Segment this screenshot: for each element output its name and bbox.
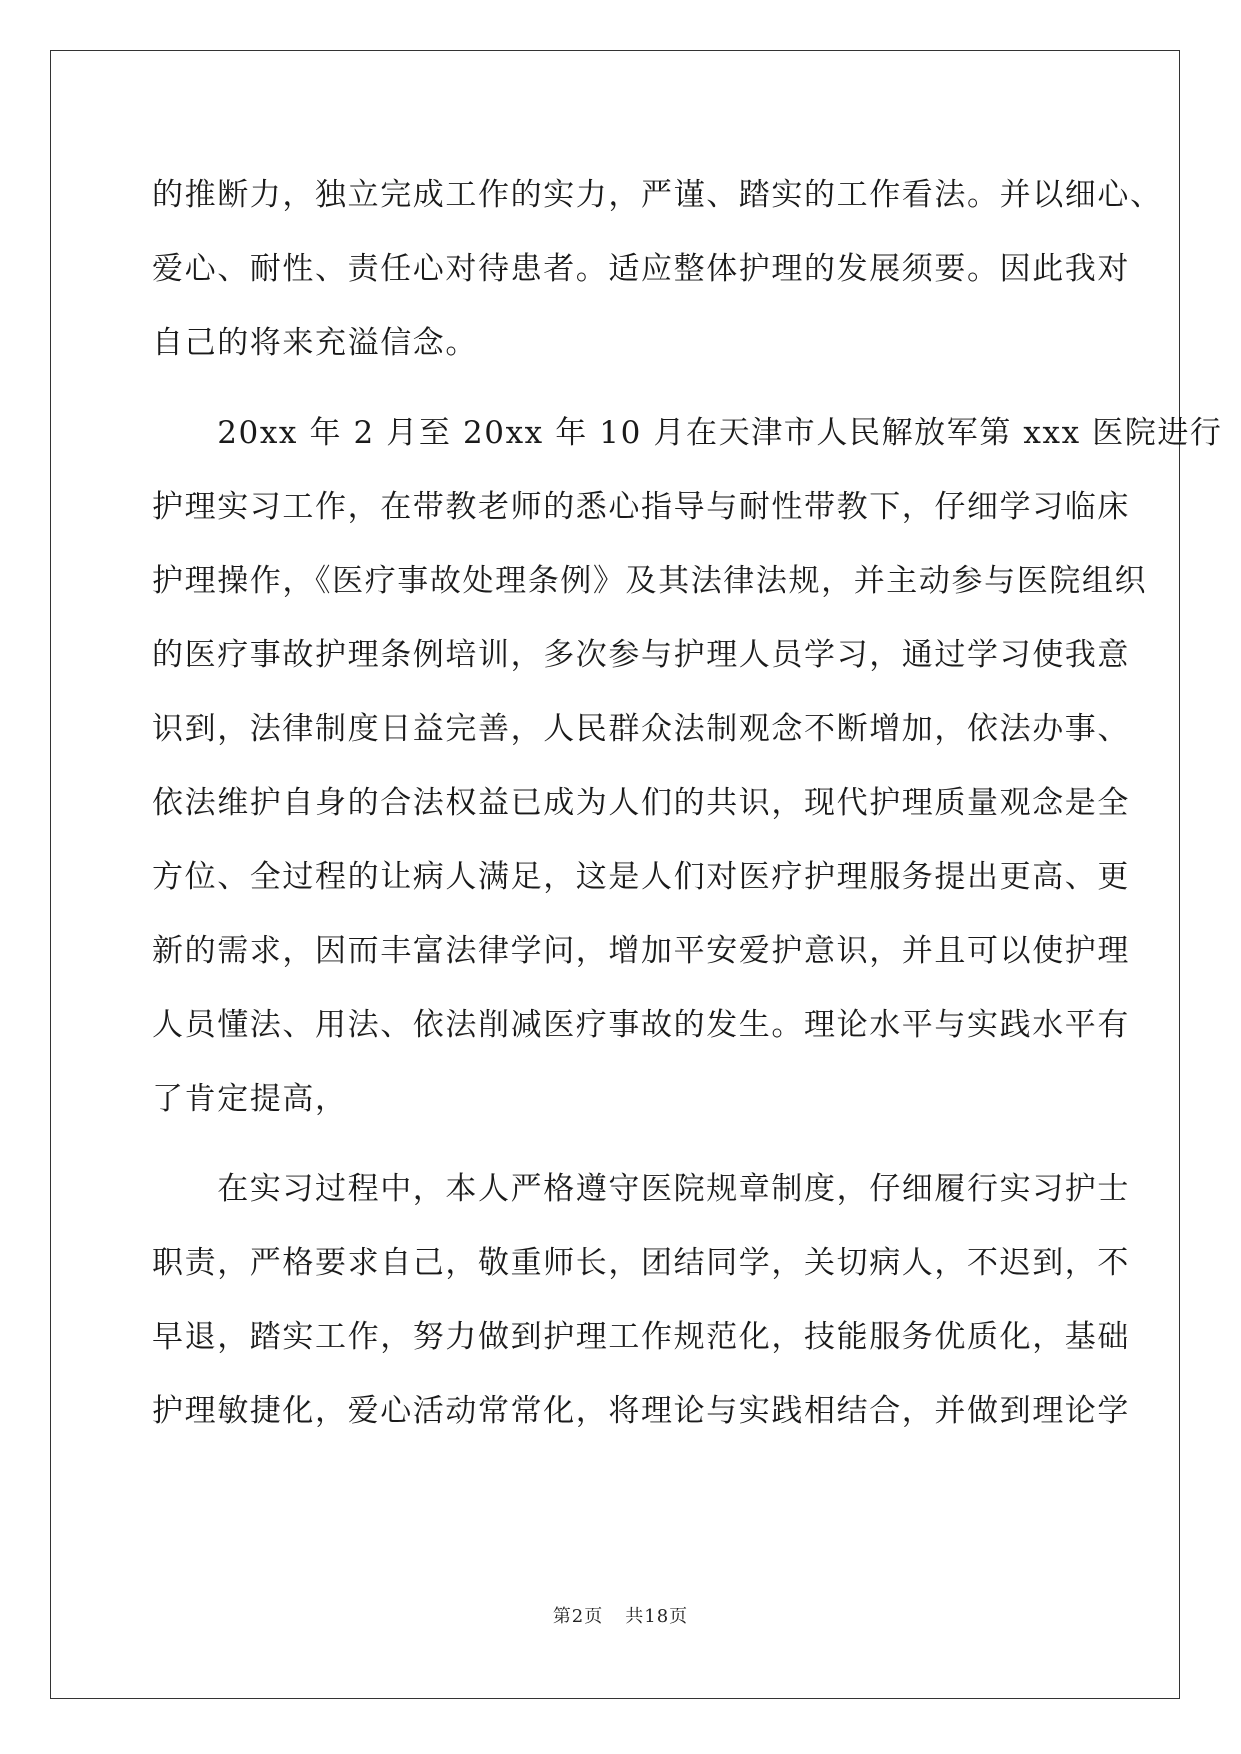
paragraph-gap — [152, 1136, 1082, 1152]
paragraph — [152, 396, 1223, 1136]
text-line: 的医疗事故护理条例培训，多次参与护理人员学习，通过学习使我意 — [152, 637, 1130, 673]
text-line: 护理敏捷化，爱心活动常常化，将理论与实践相结合，并做到理论学 — [152, 1393, 1130, 1429]
text-line: 20xx 年 2 月至 20xx 年 10 月在天津市人民解放军第 xxx 医院进行 — [152, 415, 1223, 451]
document-body — [152, 158, 1223, 1448]
text-line: 在实习过程中，本人严格遵守医院规章制度，仔细履行实习护士 — [152, 1171, 1130, 1207]
text-line: 早退，踏实工作，努力做到护理工作规范化，技能服务优质化，基础 — [152, 1319, 1130, 1355]
text-line: 人员懂法、用法、依法削减医疗事故的发生。理论水平与实践水平有 — [152, 1007, 1130, 1043]
text-line: 护理实习工作，在带教老师的悉心指导与耐性带教下，仔细学习临床 — [152, 489, 1130, 525]
text-line: 了肯定提高， — [152, 1081, 348, 1117]
text-line: 职责，严格要求自己，敬重师长，团结同学，关切病人，不迟到，不 — [152, 1245, 1130, 1281]
text-line: 依法维护自身的合法权益已成为人们的共识，现代护理质量观念是全 — [152, 785, 1130, 821]
text-line: 新的需求，因而丰富法律学问，增加平安爱护意识，并且可以使护理 — [152, 933, 1130, 969]
text-line: 的推断力，独立完成工作的实力，严谨、踏实的工作看法。并以细心、 — [152, 177, 1163, 213]
text-line: 护理操作，《医疗事故处理条例》及其法律法规，并主动参与医院组织 — [152, 563, 1148, 599]
page-footer — [0, 1602, 1241, 1628]
page-number-current: 第2页 — [552, 1606, 604, 1627]
paragraph — [152, 1152, 1130, 1448]
text-line: 自己的将来充溢信念。 — [152, 325, 478, 361]
paragraph — [152, 158, 1163, 380]
text-line: 爱心、耐性、责任心对待患者。适应整体护理的发展须要。因此我对 — [152, 251, 1130, 287]
page-number-total: 共18页 — [625, 1606, 689, 1627]
text-line: 方位、全过程的让病人满足，这是人们对医疗护理服务提出更高、更 — [152, 859, 1130, 895]
paragraph-gap — [152, 380, 1082, 396]
text-line: 识到，法律制度日益完善，人民群众法制观念不断增加，依法办事、 — [152, 711, 1130, 747]
